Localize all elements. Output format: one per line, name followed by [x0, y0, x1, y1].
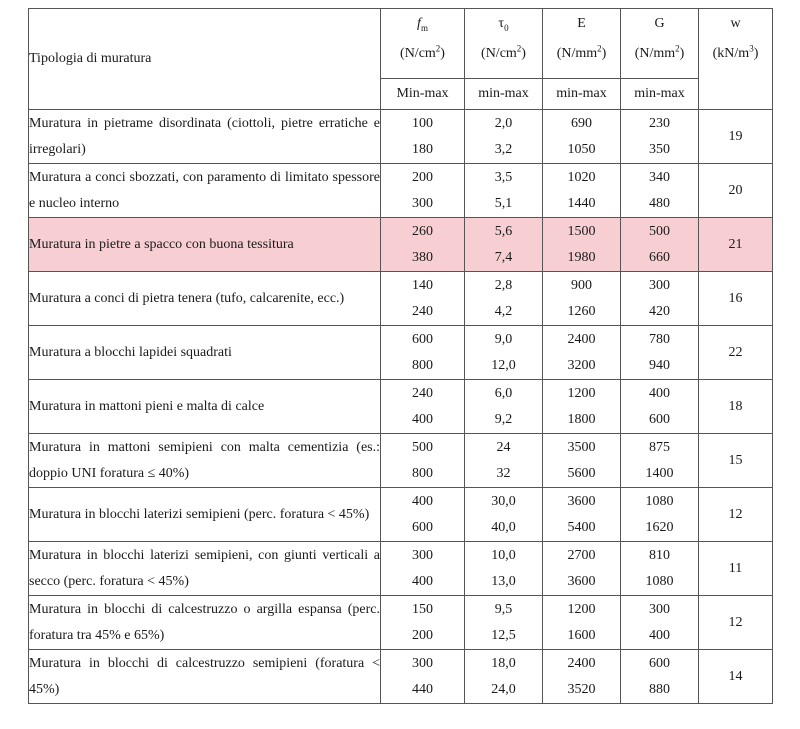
g-min-value: 300	[649, 277, 670, 293]
e-max-value: 5400	[567, 519, 596, 535]
tau-max-value: 40,0	[491, 519, 516, 535]
cell-g	[621, 218, 699, 272]
g-max-value: 1400	[645, 465, 674, 481]
fm-min-value: 260	[412, 223, 433, 239]
g-min-value: 810	[649, 547, 670, 563]
cell-g	[621, 164, 699, 218]
e-max-value: 3520	[567, 681, 596, 697]
cell-e	[543, 380, 621, 434]
g-max-value: 940	[649, 357, 670, 373]
cell-g	[621, 542, 699, 596]
cell-fm	[381, 380, 465, 434]
table-row	[29, 218, 773, 272]
cell-fm	[381, 650, 465, 704]
fm-max-value: 600	[412, 519, 433, 535]
header-tau-symbol: τ	[498, 16, 505, 31]
g-max-value: 1080	[645, 573, 674, 589]
cell-fm	[381, 596, 465, 650]
row-description: Muratura in pietrame disordinata (ciottoli, pietre erratiche e irregolari)	[29, 110, 381, 164]
header-tau-unit-end: )	[521, 46, 526, 61]
cell-w: 11	[699, 542, 773, 596]
tau-min-value: 9,0	[494, 331, 513, 347]
fm-min-value: 200	[412, 169, 433, 185]
row-description: Muratura in blocchi laterizi semipieni (perc. foratura < 45%)	[29, 488, 381, 542]
cell-g	[621, 596, 699, 650]
g-max-value: 420	[649, 303, 670, 319]
g-max-value: 1620	[645, 519, 674, 535]
header-fm-symbol: f	[417, 16, 421, 31]
cell-w: 19	[699, 110, 773, 164]
fm-min-value: 500	[412, 439, 433, 455]
cell-tau	[465, 596, 543, 650]
fm-min-value: 100	[412, 115, 433, 131]
row-description: Muratura in blocchi di calcestruzzo semipieni (foratura < 45%)	[29, 650, 381, 704]
g-min-value: 875	[649, 439, 670, 455]
fm-min-value: 600	[412, 331, 433, 347]
header-w-unit: (kN/m	[712, 46, 750, 61]
header-g-unit: (N/mm	[634, 46, 676, 61]
tau-max-value: 12,5	[491, 627, 516, 643]
cell-e	[543, 110, 621, 164]
tau-max-value: 4,2	[494, 303, 513, 319]
cell-g	[621, 650, 699, 704]
cell-fm	[381, 542, 465, 596]
e-min-value: 1020	[567, 169, 596, 185]
tau-min-value: 2,0	[494, 115, 513, 131]
header-e-exp: 2	[597, 43, 602, 54]
row-description: Muratura in pietre a spacco con buona tessitura	[29, 218, 381, 272]
e-min-value: 2400	[567, 655, 596, 671]
cell-e	[543, 326, 621, 380]
cell-tau	[465, 650, 543, 704]
cell-w: 22	[699, 326, 773, 380]
header-g-range: min-max	[621, 79, 699, 110]
table-row	[29, 380, 773, 434]
e-max-value: 1050	[567, 141, 596, 157]
g-min-value: 300	[649, 601, 670, 617]
fm-max-value: 240	[412, 303, 433, 319]
cell-g	[621, 488, 699, 542]
cell-e	[543, 164, 621, 218]
tau-max-value: 5,1	[494, 195, 513, 211]
table-row	[29, 272, 773, 326]
cell-g	[621, 434, 699, 488]
fm-min-value: 300	[412, 655, 433, 671]
g-max-value: 660	[649, 249, 670, 265]
cell-fm	[381, 218, 465, 272]
tau-min-value: 30,0	[491, 493, 516, 509]
cell-tau	[465, 326, 543, 380]
tau-min-value: 10,0	[491, 547, 516, 563]
g-min-value: 230	[649, 115, 670, 131]
cell-g	[621, 380, 699, 434]
cell-e	[543, 434, 621, 488]
row-description: Muratura in mattoni semipieni con malta cementizia (es.: doppio UNI foratura ≤ 40%)	[29, 434, 381, 488]
cell-tau	[465, 488, 543, 542]
cell-tau	[465, 164, 543, 218]
g-min-value: 500	[649, 223, 670, 239]
e-max-value: 1980	[567, 249, 596, 265]
e-max-value: 1260	[567, 303, 596, 319]
cell-tau	[465, 110, 543, 164]
table-body	[29, 110, 773, 704]
header-w-symbol: w	[730, 16, 741, 31]
header-tau-range: min-max	[465, 79, 543, 110]
g-max-value: 880	[649, 681, 670, 697]
header-g-symbol: G	[654, 16, 665, 31]
header-g	[621, 9, 699, 79]
row-description: Muratura a conci di pietra tenera (tufo, calcarenite, ecc.)	[29, 272, 381, 326]
table-row	[29, 542, 773, 596]
e-max-value: 1800	[567, 411, 596, 427]
table-row	[29, 326, 773, 380]
e-min-value: 2700	[567, 547, 596, 563]
tau-max-value: 24,0	[491, 681, 516, 697]
tau-min-value: 18,0	[491, 655, 516, 671]
e-max-value: 1440	[567, 195, 596, 211]
fm-min-value: 240	[412, 385, 433, 401]
fm-max-value: 180	[412, 141, 433, 157]
e-min-value: 1200	[567, 385, 596, 401]
row-description: Muratura in blocchi laterizi semipieni, con giunti verticali a secco (perc. foratura < 45%)	[29, 542, 381, 596]
fm-max-value: 800	[412, 357, 433, 373]
g-min-value: 340	[649, 169, 670, 185]
table-row	[29, 488, 773, 542]
header-tipologia: Tipologia di muratura	[29, 9, 381, 110]
fm-min-value: 400	[412, 493, 433, 509]
cell-w: 21	[699, 218, 773, 272]
cell-g	[621, 272, 699, 326]
cell-fm	[381, 326, 465, 380]
tau-min-value: 24	[496, 439, 511, 455]
cell-w: 18	[699, 380, 773, 434]
header-fm-unit-end: )	[440, 46, 445, 61]
header-tau-unit: (N/cm	[481, 46, 517, 61]
e-max-value: 5600	[567, 465, 596, 481]
header-e-symbol: E	[577, 16, 586, 31]
g-min-value: 780	[649, 331, 670, 347]
e-min-value: 900	[571, 277, 592, 293]
masonry-properties-table	[28, 8, 773, 704]
cell-w: 14	[699, 650, 773, 704]
header-tau	[465, 9, 543, 79]
cell-tau	[465, 272, 543, 326]
g-min-value: 400	[649, 385, 670, 401]
e-min-value: 3600	[567, 493, 596, 509]
cell-fm	[381, 110, 465, 164]
row-description: Muratura in mattoni pieni e malta di calce	[29, 380, 381, 434]
fm-max-value: 800	[412, 465, 433, 481]
header-g-exp: 2	[675, 43, 680, 54]
table-row	[29, 596, 773, 650]
cell-e	[543, 488, 621, 542]
cell-e	[543, 542, 621, 596]
tau-min-value: 5,6	[494, 223, 513, 239]
fm-max-value: 400	[412, 573, 433, 589]
row-description: Muratura a blocchi lapidei squadrati	[29, 326, 381, 380]
cell-tau	[465, 380, 543, 434]
tau-max-value: 12,0	[491, 357, 516, 373]
tau-min-value: 2,8	[494, 277, 513, 293]
header-g-unit-end: )	[679, 46, 685, 61]
header-e-unit-end: )	[601, 46, 607, 61]
cell-tau	[465, 218, 543, 272]
tau-max-value: 13,0	[491, 573, 516, 589]
g-max-value: 600	[649, 411, 670, 427]
tau-max-value: 9,2	[494, 411, 513, 427]
table-row	[29, 164, 773, 218]
cell-w: 12	[699, 488, 773, 542]
fm-min-value: 300	[412, 547, 433, 563]
header-fm-exp: 2	[435, 43, 441, 54]
g-min-value: 1080	[645, 493, 674, 509]
cell-fm	[381, 488, 465, 542]
cell-g	[621, 110, 699, 164]
g-min-value: 600	[649, 655, 670, 671]
cell-w: 12	[699, 596, 773, 650]
tau-max-value: 7,4	[494, 249, 513, 265]
fm-max-value: 380	[412, 249, 433, 265]
e-max-value: 1600	[567, 627, 596, 643]
cell-g	[621, 326, 699, 380]
fm-max-value: 200	[412, 627, 433, 643]
tau-min-value: 9,5	[494, 601, 513, 617]
e-min-value: 1200	[567, 601, 596, 617]
header-tau-sub: 0	[504, 22, 509, 33]
row-description: Muratura in blocchi di calcestruzzo o argilla espansa (perc. foratura tra 45% e 65%)	[29, 596, 381, 650]
header-fm-unit: (N/cm	[400, 46, 436, 61]
header-fm-sub: m	[420, 22, 428, 33]
table-row	[29, 434, 773, 488]
header-fm	[381, 9, 465, 79]
header-e-range: min-max	[543, 79, 621, 110]
cell-fm	[381, 164, 465, 218]
header-e	[543, 9, 621, 79]
e-max-value: 3600	[567, 573, 596, 589]
e-min-value: 2400	[567, 331, 596, 347]
tau-min-value: 3,5	[494, 169, 513, 185]
cell-e	[543, 272, 621, 326]
table-row	[29, 650, 773, 704]
header-w	[699, 9, 773, 110]
tau-max-value: 3,2	[494, 141, 513, 157]
e-min-value: 1500	[567, 223, 596, 239]
fm-min-value: 150	[412, 601, 433, 617]
tau-max-value: 32	[496, 465, 511, 481]
cell-tau	[465, 434, 543, 488]
tau-min-value: 6,0	[494, 385, 513, 401]
header-fm-range: Min-max	[381, 79, 465, 110]
cell-w: 20	[699, 164, 773, 218]
cell-fm	[381, 272, 465, 326]
table-row	[29, 110, 773, 164]
fm-min-value: 140	[412, 277, 433, 293]
g-max-value: 350	[649, 141, 670, 157]
cell-w: 16	[699, 272, 773, 326]
cell-e	[543, 596, 621, 650]
header-e-unit: (N/mm	[556, 46, 598, 61]
fm-max-value: 400	[412, 411, 433, 427]
cell-tau	[465, 542, 543, 596]
fm-max-value: 440	[412, 681, 433, 697]
header-w-unit-end: )	[753, 46, 759, 61]
row-description: Muratura a conci sbozzati, con paramento di limitato spessore e nucleo interno	[29, 164, 381, 218]
header-w-exp: 3	[749, 43, 754, 54]
cell-w: 15	[699, 434, 773, 488]
g-max-value: 400	[649, 627, 670, 643]
table-header	[29, 9, 773, 110]
g-max-value: 480	[649, 195, 670, 211]
cell-e	[543, 218, 621, 272]
cell-fm	[381, 434, 465, 488]
e-min-value: 3500	[567, 439, 596, 455]
header-tau-exp: 2	[516, 43, 522, 54]
e-min-value: 690	[571, 115, 592, 131]
fm-max-value: 300	[412, 195, 433, 211]
e-max-value: 3200	[567, 357, 596, 373]
cell-e	[543, 650, 621, 704]
